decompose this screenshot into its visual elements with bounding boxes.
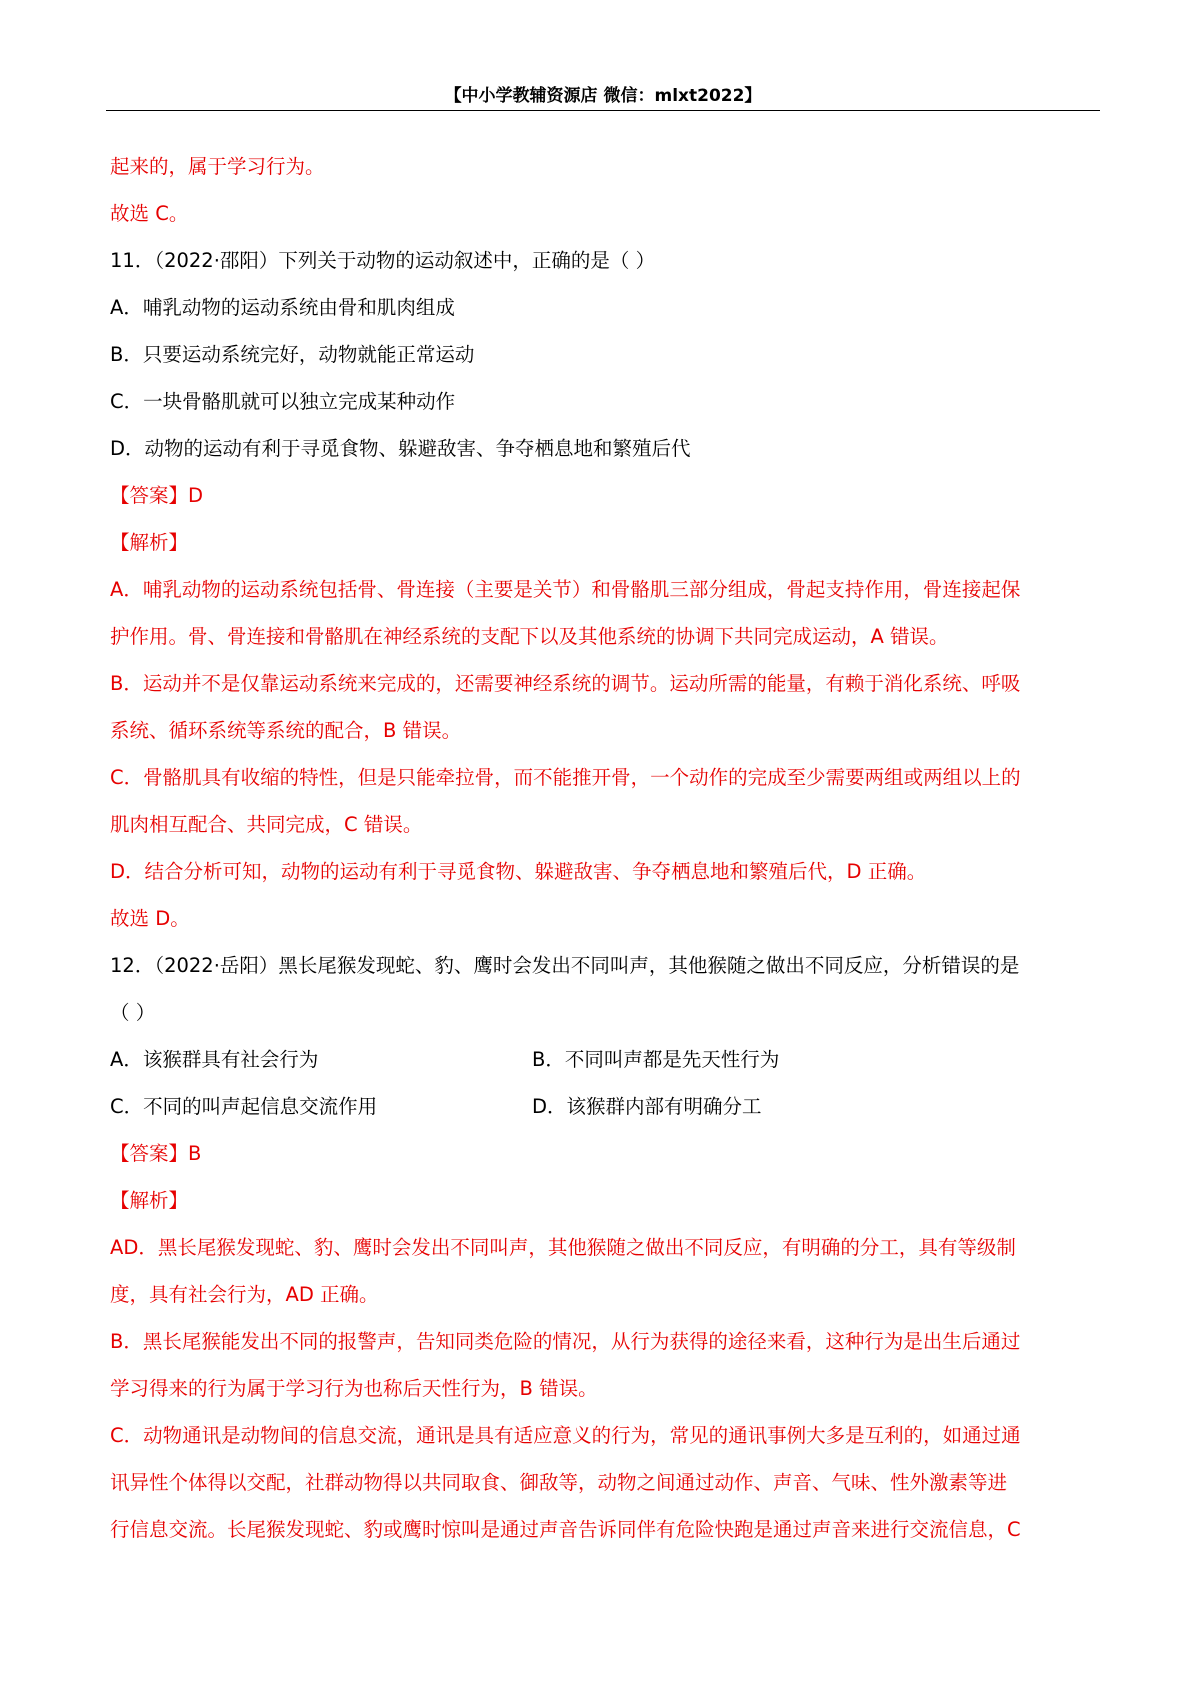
q11-analysis-line: 肌肉相互配合、共同完成，C 错误。 bbox=[110, 813, 423, 836]
q12-option-b: B．不同叫声都是先天性行为 bbox=[532, 1048, 780, 1071]
q11-analysis-line: C．骨骼肌具有收缩的特性，但是只能牵拉骨，而不能推开骨，一个动作的完成至少需要两组或两组以上的 bbox=[110, 766, 1021, 789]
q11-stem: 11．（2022·邵阳）下列关于动物的运动叙述中，正确的是（ ） bbox=[110, 249, 656, 272]
header-divider bbox=[106, 110, 1100, 111]
q11-analysis-line: B．运动并不是仅靠运动系统来完成的，还需要神经系统的调节。运动所需的能量，有赖于消化系统、呼吸 bbox=[110, 672, 1021, 695]
q12-analysis-line: 学习得来的行为属于学习行为也称后天性行为，B 错误。 bbox=[110, 1377, 598, 1400]
q12-analysis-label: 【解析】 bbox=[110, 1189, 189, 1212]
q12-analysis-line: 行信息交流。长尾猴发现蛇、豹或鹰时惊叫是通过声音告诉同伴有危险快跑是通过声音来进行交流信息，C bbox=[110, 1518, 1021, 1541]
q12-option-d: D．该猴群内部有明确分工 bbox=[532, 1095, 762, 1118]
q12-analysis-line: AD．黑长尾猴发现蛇、豹、鹰时会发出不同叫声，其他猴随之做出不同反应，有明确的分工，具有等级制 bbox=[110, 1236, 1016, 1259]
q12-option-c: C．不同的叫声起信息交流作用 bbox=[110, 1095, 378, 1118]
q12-stem-blank: （ ） bbox=[110, 1001, 156, 1024]
q11-analysis-label: 【解析】 bbox=[110, 531, 189, 554]
q11-analysis-line: 系统、循环系统等系统的配合，B 错误。 bbox=[110, 719, 462, 742]
q12-analysis-line: B．黑长尾猴能发出不同的报警声，告知同类危险的情况，从行为获得的途径来看，这种行为是出生后通过 bbox=[110, 1330, 1021, 1353]
q12-stem: 12．（2022·岳阳）黑长尾猴发现蛇、豹、鹰时会发出不同叫声，其他猴随之做出不同反应，分析错误的是 bbox=[110, 954, 1020, 977]
page-header: 【中小学教辅资源店 微信：mlxt2022】 bbox=[444, 86, 762, 106]
q11-conclusion: 故选 D。 bbox=[110, 907, 190, 930]
q11-option-a: A．哺乳动物的运动系统由骨和肌肉组成 bbox=[110, 296, 455, 319]
prev-conclusion: 故选 C。 bbox=[110, 202, 189, 225]
q11-analysis-line: D．结合分析可知，动物的运动有利于寻觅食物、躲避敌害、争夺栖息地和繁殖后代，D 正确。 bbox=[110, 860, 927, 883]
document-body bbox=[110, 143, 1100, 1553]
q12-options-row-1 bbox=[110, 1036, 1100, 1083]
q12-answer: 【答案】B bbox=[110, 1142, 202, 1165]
q12-option-a: A．该猴群具有社会行为 bbox=[110, 1048, 319, 1071]
q12-analysis-line: 度，具有社会行为，AD 正确。 bbox=[110, 1283, 379, 1306]
q11-answer: 【答案】D bbox=[110, 484, 204, 507]
q11-analysis-line: A．哺乳动物的运动系统包括骨、骨连接（主要是关节）和骨骼肌三部分组成，骨起支持作用，骨连接起保 bbox=[110, 578, 1021, 601]
q12-analysis-line: 讯异性个体得以交配，社群动物得以共同取食、御敌等，动物之间通过动作、声音、气味、性外激素等进 bbox=[110, 1471, 1008, 1494]
q12-analysis-line: C．动物通讯是动物间的信息交流，通讯是具有适应意义的行为，常见的通讯事例大多是互利的，如通过通 bbox=[110, 1424, 1021, 1447]
q11-option-b: B．只要运动系统完好，动物就能正常运动 bbox=[110, 343, 475, 366]
q11-option-c: C．一块骨骼肌就可以独立完成某种动作 bbox=[110, 390, 456, 413]
q12-options-row-2 bbox=[110, 1083, 1100, 1130]
prev-analysis-line: 起来的，属于学习行为。 bbox=[110, 155, 325, 178]
q11-analysis-line: 护作用。骨、骨连接和骨骼肌在神经系统的支配下以及其他系统的协调下共同完成运动，A 错误。 bbox=[110, 625, 949, 648]
q11-option-d: D．动物的运动有利于寻觅食物、躲避敌害、争夺栖息地和繁殖后代 bbox=[110, 437, 691, 460]
